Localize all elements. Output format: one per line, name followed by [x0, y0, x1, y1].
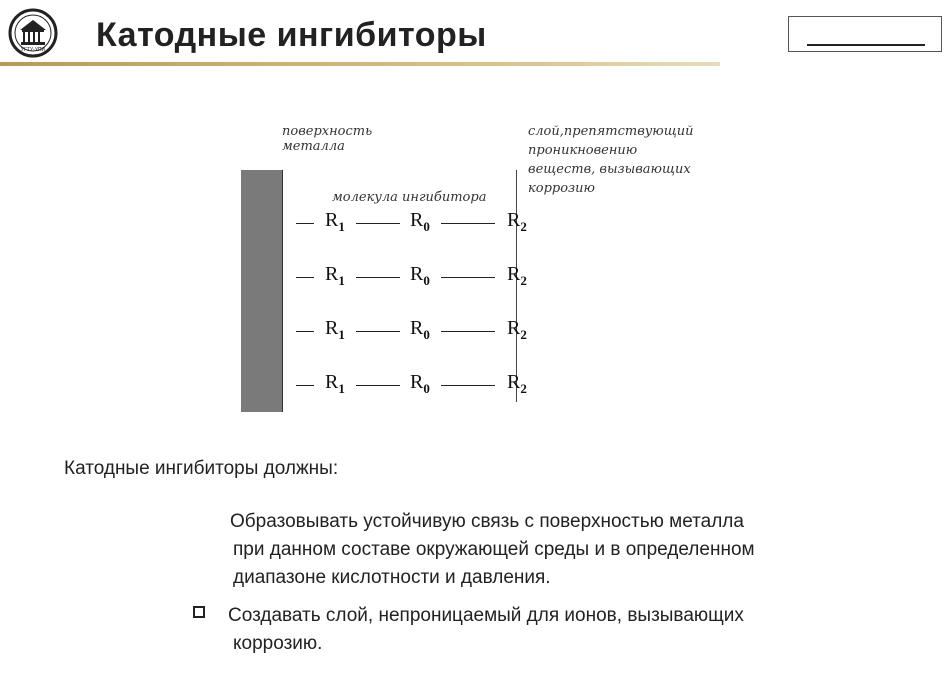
- checkbox-bullet-icon: [193, 606, 205, 618]
- page-title: Катодные ингибиторы: [96, 16, 487, 54]
- inhibitor-chain-row: $R_1$ $R_0$ $R_2$: [236, 262, 556, 292]
- frame-line: [807, 44, 925, 46]
- inhibitor-chain-row: $R_1$ $R_0$ $R_2$: [236, 208, 556, 238]
- inhibitor-diagram: [236, 118, 756, 418]
- label-inhibitor-molecule: молекула ингибитора: [332, 190, 487, 205]
- university-logo: [8, 8, 58, 58]
- label-metal-surface: поверхность металла: [282, 124, 373, 154]
- label-barrier-layer: слой,препятствующий проникновению веществ, вызывающих коррозию: [528, 124, 694, 196]
- requirement-2: Создавать слой, непроницаемый для ионов, вызывающих коррозию.: [228, 605, 744, 654]
- requirements-heading: Катодные ингибиторы должны:: [64, 458, 339, 479]
- inhibitor-chain-row: $R_1$ $R_0$ $R_2$: [236, 316, 556, 346]
- requirement-1: Образовывать устойчивую связь с поверхностью металла при данном составе окружающей среды и в определенном диапазоне кислотности и давления.: [230, 511, 755, 588]
- logo-text: УГТУ-УПИ: [20, 47, 46, 53]
- title-underline: [0, 62, 720, 66]
- inhibitor-chain-row: $R_1$ $R_0$ $R_2$: [236, 370, 556, 400]
- empty-frame: [788, 16, 942, 52]
